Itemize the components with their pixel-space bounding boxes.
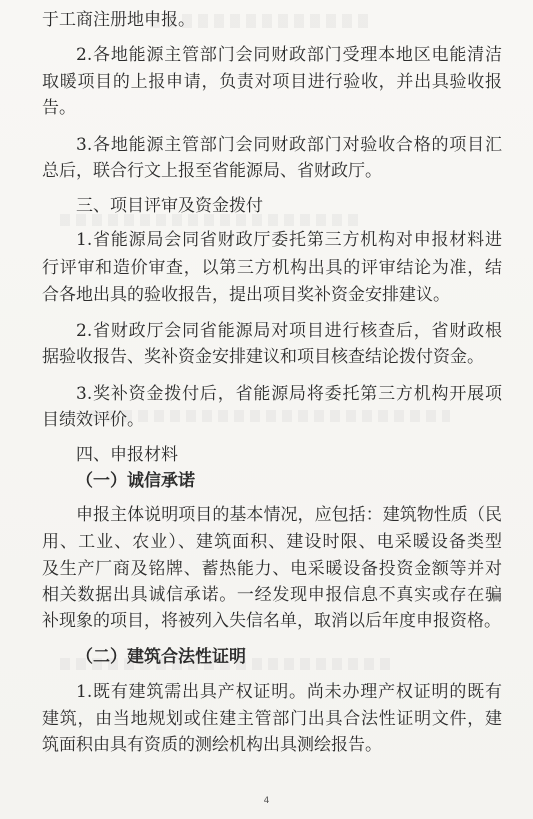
body-text-line: 补现象的项目，将被列入失信名单，取消以后年度申报资格。: [42, 611, 501, 631]
body-text-line: 1.省能源局会同省财政厅委托第三方机构对申报材料进: [76, 230, 502, 250]
page-number: 4: [263, 796, 270, 806]
body-text-line: 3.各地能源主管部门会同财政部门对验收合格的项目汇: [76, 135, 502, 155]
body-text-line: 取暖项目的上报申请，负责对项目进行验收，并出具验收报: [42, 72, 502, 92]
body-text-line: 2.省财政厅会同省能源局对项目进行核查后，省财政根: [76, 321, 502, 341]
body-text-line: 于工商注册地申报。: [42, 10, 195, 30]
body-text-line: 用、工业、农业）、建筑面积、建设时限、电采暖设备类型: [42, 532, 502, 552]
body-text-line: 1.既有建筑需出具产权证明。尚未办理产权证明的既有: [76, 682, 502, 702]
body-text-line: 四、申报材料: [76, 445, 178, 465]
body-text-line: 合各地出具的验收报告，提出项目奖补资金安排建议。: [42, 285, 450, 305]
body-text-line: 筑面积由具有资质的测绘机构出具测绘报告。: [42, 735, 382, 755]
body-text-line: 建筑，由当地规划或住建主管部门出具合法性证明文件，建: [42, 709, 502, 729]
body-text-line: 及生产厂商及铭牌、蓄热能力、电采暖设备投资金额等并对: [42, 559, 502, 579]
body-text-line: 2.各地能源主管部门会同财政部门受理本地区电能清洁: [76, 45, 502, 65]
section-heading: （二）建筑合法性证明: [76, 647, 246, 667]
body-text-line: 据验收报告、奖补资金安排建议和项目核查结论拨付资金。: [42, 347, 484, 367]
body-text-line: 三、项目评审及资金拨付: [76, 196, 263, 216]
body-text-line: 行评审和造价审查，以第三方机构出具的评审结论为准，结: [42, 258, 502, 278]
body-text-line: 相关数据出具诚信承诺。一经发现申报信息不真实或存在骗: [42, 585, 502, 605]
body-text-line: 3.奖补资金拨付后，省能源局将委托第三方机构开展项: [76, 384, 502, 404]
body-text-line: 目绩效评价。: [42, 410, 144, 430]
body-text-line: 告。: [42, 98, 76, 118]
body-text-line: 总后，联合行文上报至省能源局、省财政厅。: [42, 161, 382, 181]
body-text-line: 申报主体说明项目的基本情况，应包括：建筑物性质（民: [76, 505, 502, 525]
section-heading: （一）诚信承诺: [76, 471, 195, 491]
